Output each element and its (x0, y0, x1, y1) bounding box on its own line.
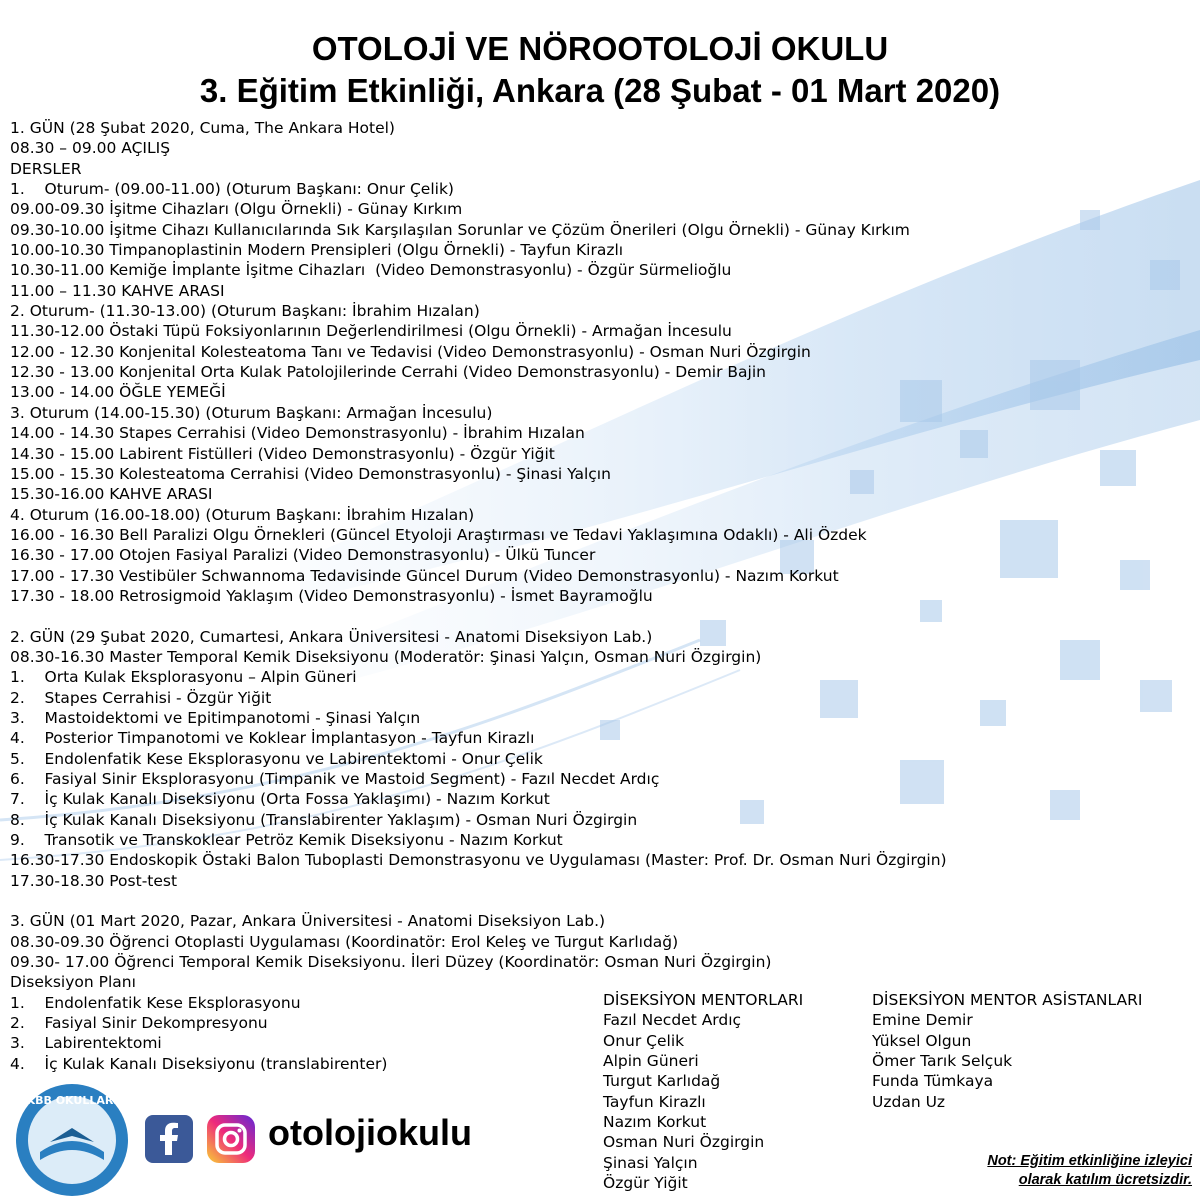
program-line: 09.30-10.00 İşitme Cihazı Kullanıcılarında Sık Karşılaşılan Sorunlar ve Çözüm Önerileri (Olgu Örnekli) - Günay Kırkım (10, 220, 910, 239)
mentors-column (603, 990, 803, 1193)
program-line: 4. Oturum (16.00-18.00) (Oturum Başkanı: İbrahim Hızalan) (10, 505, 475, 524)
mentor-name: Alpin Güneri (603, 1052, 699, 1071)
program-line: 14.30 - 15.00 Labirent Fistülleri (Video Demonstrasyonlu) - Özgür Yiğit (10, 444, 555, 463)
program-line: 12.30 - 13.00 Konjenital Orta Kulak Patolojilerinde Cerrahi (Video Demonstrasyonlu) - Demir Bajin (10, 363, 766, 382)
mentors-heading: DİSEKSİYON MENTORLARI (603, 991, 804, 1009)
program-list (10, 118, 947, 1074)
program-line: 08.30-09.30 Öğrenci Otoplasti Uygulaması (Koordinatör: Erol Keleş ve Turgut Karlıdağ) (10, 932, 679, 951)
program-line: 4. İç Kulak Kanalı Diseksiyonu (translabirenter) (10, 1054, 388, 1073)
assistant-name: Yüksel Olgun (872, 1031, 972, 1050)
assistants-heading: DİSEKSİYON MENTOR ASİSTANLARI (872, 991, 1143, 1009)
facebook-icon[interactable] (145, 1115, 193, 1163)
program-line: 11.30-12.00 Östaki Tüpü Foksiyonlarının Değerlendirilmesi (Olgu Örnekli) - Armağan İncesulu (10, 322, 732, 341)
note-line-2: olarak katılım ücretsizdir. (1018, 1172, 1192, 1188)
mentor-name: Nazım Korkut (603, 1113, 707, 1132)
program-line (10, 606, 947, 626)
assistants-column (872, 990, 1142, 1112)
note-line-1: Not: Eğitim etkinliğine izleyici (987, 1153, 1192, 1169)
program-line: 13.00 - 14.00 ÖĞLE YEMEĞİ (10, 383, 226, 402)
program-line: 3. GÜN (01 Mart 2020, Pazar, Ankara Üniversitesi - Anatomi Diseksiyon Lab.) (10, 912, 606, 931)
program-line: 7. İç Kulak Kanalı Diseksiyonu (Orta Fossa Yaklaşımı) - Nazım Korkut (10, 790, 550, 809)
program-line: 1. GÜN (28 Şubat 2020, Cuma, The Ankara Hotel) (10, 119, 395, 137)
program-line: 09.30- 17.00 Öğrenci Temporal Kemik Diseksiyonu. İleri Düzey (Koordinatör: Osman Nuri Özgirgin) (10, 953, 772, 972)
mentor-name: Fazıl Necdet Ardıç (603, 1011, 742, 1030)
program-line: 2. Fasiyal Sinir Dekompresyonu (10, 1014, 268, 1033)
program-line: 8. İç Kulak Kanalı Diseksiyonu (Translabirenter Yaklaşım) - Osman Nuri Özgirgin (10, 810, 638, 829)
page-subtitle: 3. Eğitim Etkinliği, Ankara (28 Şubat - 01 Mart 2020) (199, 72, 1001, 109)
program-line: 2. Stapes Cerrahisi - Özgür Yiğit (10, 688, 272, 707)
program-line: 10.30-11.00 Kemiğe İmplante İşitme Cihazları (Video Demonstrasyonlu) - Özgür Sürmelioğlu (10, 261, 732, 280)
program-line: 17.00 - 17.30 Vestibüler Schwannoma Tedavisinde Güncel Durum (Video Demonstrasyonlu) - Nazım Korkut (10, 566, 839, 585)
program-line: 08.30-16.30 Master Temporal Kemik Diseksiyonu (Moderatör: Şinasi Yalçın, Osman Nuri Özgirgin) (10, 647, 762, 666)
mentor-name: Onur Çelik (603, 1031, 685, 1050)
instagram-icon[interactable] (207, 1115, 255, 1163)
program-line: 15.00 - 15.30 Kolesteatoma Cerrahisi (Video Demonstrasyonlu) - Şinasi Yalçın (10, 464, 611, 483)
program-line: 1. Orta Kulak Eksplorasyonu – Alpin Güneri (10, 668, 357, 687)
mentor-name: Osman Nuri Özgirgin (603, 1133, 765, 1152)
program-line: 16.00 - 16.30 Bell Paralizi Olgu Örnekleri (Güncel Etyoloji Araştırması ve Tedavi Yaklaşımına Odaklı) - Ali Özdek (10, 525, 867, 544)
program-line: 1. Endolenfatik Kese Eksplorasyonu (10, 993, 301, 1012)
social-handle[interactable]: otolojiokulu (268, 1112, 472, 1153)
assistant-name: Uzdan Uz (872, 1092, 946, 1111)
program-line: 11.00 – 11.30 KAHVE ARASI (10, 281, 225, 300)
program-line: 4. Posterior Timpanotomi ve Koklear İmplantasyon - Tayfun Kirazlı (10, 729, 535, 748)
program-line: 5. Endolenfatik Kese Eksplorasyonu ve Labirentektomi - Onur Çelik (10, 749, 543, 768)
program-line: 15.30-16.00 KAHVE ARASI (10, 485, 213, 504)
program-line: 16.30-17.30 Endoskopik Östaki Balon Tuboplasti Demonstrasyonu ve Uygulaması (Master: Prof. Dr. Osman Nuri Özgirgin) (10, 851, 947, 870)
program-line: 9. Transotik ve Transkoklear Petröz Kemik Diseksiyonu - Nazım Korkut (10, 831, 563, 850)
note (987, 1152, 1192, 1190)
program-line: 08.30 – 09.00 AÇILIŞ (10, 139, 171, 158)
program-line: 17.30-18.30 Post-test (10, 871, 178, 890)
program-line: 1. Oturum- (09.00-11.00) (Oturum Başkanı: Onur Çelik) (10, 180, 454, 199)
mentor-name: Özgür Yiğit (603, 1174, 688, 1193)
program-line (10, 891, 947, 911)
mentor-name: Şinasi Yalçın (603, 1153, 698, 1172)
program-line: 09.00-09.30 İşitme Cihazları (Olgu Örnekli) - Günay Kırkım (10, 200, 463, 219)
program-line: 3. Labirentektomi (10, 1034, 162, 1053)
program-line: 2. GÜN (29 Şubat 2020, Cumartesi, Ankara Üniversitesi - Anatomi Diseksiyon Lab.) (10, 627, 653, 646)
program-line: DERSLER (10, 159, 82, 178)
program-line: Diseksiyon Planı (10, 973, 136, 992)
program-line: 14.00 - 14.30 Stapes Cerrahisi (Video Demonstrasyonlu) - İbrahim Hızalan (10, 424, 585, 443)
assistant-name: Emine Demir (872, 1011, 973, 1030)
assistant-name: Funda Tümkaya (872, 1072, 994, 1091)
svg-text:KBB OKULLARI: KBB OKULLARI (26, 1094, 118, 1107)
page-title: OTOLOJİ VE NÖROOTOLOJİ OKULU (311, 30, 889, 67)
program-line: 12.00 - 12.30 Konjenital Kolesteatoma Tanı ve Tedavisi (Video Demonstrasyonlu) - Osman Nuri Özgirgin (10, 342, 811, 361)
mentor-name: Tayfun Kirazlı (603, 1092, 706, 1111)
program-line: 2. Oturum- (11.30-13.00) (Oturum Başkanı: İbrahim Hızalan) (10, 302, 480, 321)
program-line: 6. Fasiyal Sinir Eksplorasyonu (Timpanik ve Mastoid Segment) - Fazıl Necdet Ardıç (10, 770, 660, 788)
program-line: 3. Mastoidektomi ve Epitimpanotomi - Şinasi Yalçın (10, 708, 421, 727)
program-line: 10.00-10.30 Timpanoplastinin Modern Prensipleri (Olgu Örnekli) - Tayfun Kirazlı (10, 241, 624, 260)
program-line: 16.30 - 17.00 Otojen Fasiyal Paralizi (Video Demonstrasyonlu) - Ülkü Tuncer (10, 546, 596, 565)
kbb-okullari-logo (12, 1080, 132, 1200)
program-line: 3. Oturum (14.00-15.30) (Oturum Başkanı: Armağan İncesulu) (10, 403, 493, 422)
program-line: 17.30 - 18.00 Retrosigmoid Yaklaşım (Video Demonstrasyonlu) - İsmet Bayramoğlu (10, 586, 653, 605)
mentor-name: Turgut Karlıdağ (603, 1072, 721, 1091)
assistant-name: Ömer Tarık Selçuk (872, 1052, 1013, 1071)
